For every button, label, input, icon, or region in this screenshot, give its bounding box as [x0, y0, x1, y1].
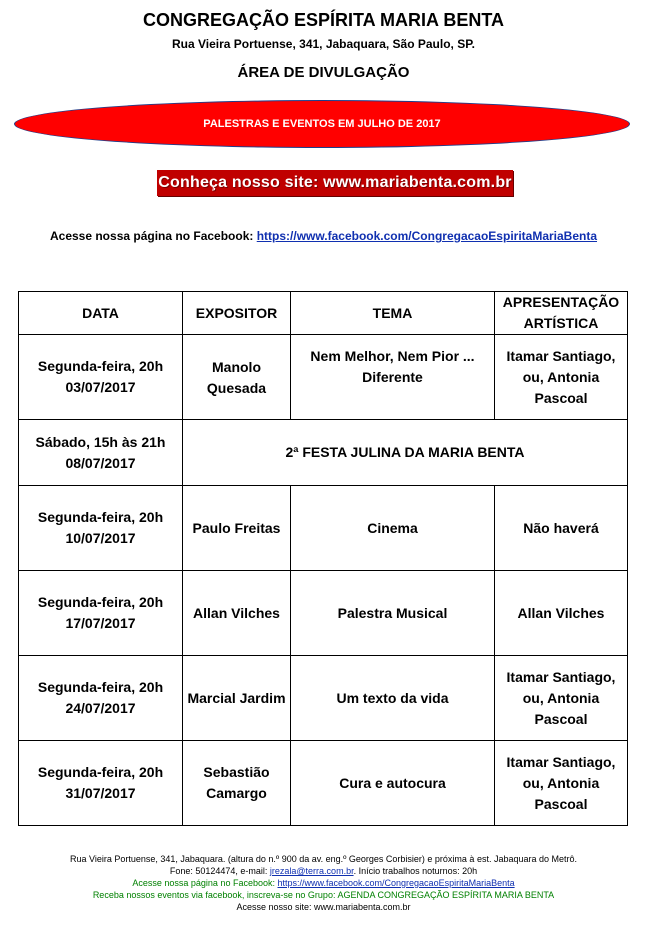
- event-cell: 2ª FESTA JULINA DA MARIA BENTA: [183, 420, 628, 486]
- events-banner: [14, 100, 630, 148]
- section-heading: ÁREA DE DIVULGAÇÃO: [237, 64, 410, 81]
- header-tema: TEMA: [291, 292, 495, 335]
- artist-line: Itamar Santiago,: [506, 348, 616, 364]
- day-text: Segunda-feira, 20h: [37, 764, 164, 780]
- artist-line: ou,: [522, 689, 544, 706]
- site-banner[interactable]: [157, 170, 513, 196]
- date-cell: [19, 420, 183, 486]
- expositor-cell: Allan Vilches: [183, 571, 291, 656]
- artist-line: Itamar Santiago,: [506, 753, 616, 770]
- date-text: 08/07/2017: [65, 454, 136, 471]
- date-cell: [19, 486, 183, 571]
- artist-line: Antonia Pascoal: [534, 369, 600, 406]
- footer: [0, 853, 647, 913]
- day-text: Segunda-feira, 20h: [37, 594, 164, 610]
- site-banner-text: Conheça nosso site: www.mariabenta.com.br: [158, 174, 512, 191]
- date-cell: [19, 571, 183, 656]
- tema-cell: Cura e autocura: [291, 741, 495, 826]
- tema-cell: Palestra Musical: [291, 571, 495, 656]
- header-apresentacao: APRESENTAÇÃO ARTÍSTICA: [495, 292, 628, 335]
- artist-cell: Allan Vilches: [495, 571, 628, 656]
- page-title: CONGREGAÇÃO ESPÍRITA MARIA BENTA: [142, 10, 504, 30]
- artist-line: Antonia Pascoal: [534, 689, 600, 727]
- table-row: [19, 486, 628, 571]
- facebook-link[interactable]: https://www.facebook.com/CongregacaoEspiritaMariaBenta: [256, 229, 598, 243]
- footer-group: Receba nossos eventos via facebook, inscreva-se no Grupo: AGENDA CONGREGAÇÃO ESPÍRITA MARIA BENTA: [92, 890, 555, 900]
- date-text: 10/07/2017: [65, 530, 136, 546]
- footer-facebook-link[interactable]: https://www.facebook.com/CongregacaoEspiritaMariaBenta: [277, 878, 515, 888]
- day-text: Sábado, 15h às 21h: [35, 433, 166, 450]
- day-text: Segunda-feira, 20h: [37, 679, 164, 695]
- footer-facebook: [0, 877, 647, 889]
- date-text: 03/07/2017: [65, 379, 136, 395]
- tema-cell: Um texto da vida: [291, 656, 495, 741]
- header-data: DATA: [19, 292, 183, 335]
- artist-line: ou,: [522, 369, 544, 385]
- table-row: [19, 335, 628, 420]
- expositor-cell: Marcial Jardim: [183, 656, 291, 741]
- date-cell: [19, 741, 183, 826]
- tema-cell: Cinema: [291, 486, 495, 571]
- events-banner-text: PALESTRAS E EVENTOS EM JULHO DE 2017: [203, 118, 441, 130]
- header-expositor: EXPOSITOR: [183, 292, 291, 335]
- footer-site: Acesse nosso site: www.mariabenta.com.br: [236, 902, 411, 912]
- expositor-cell: Paulo Freitas: [183, 486, 291, 571]
- day-text: Segunda-feira, 20h: [37, 358, 164, 374]
- artist-line: Antonia Pascoal: [534, 774, 600, 812]
- artist-line: Itamar Santiago,: [506, 668, 616, 685]
- artist-line: ou,: [522, 774, 544, 791]
- footer-hours: . Início trabalhos noturnos: 20h: [353, 866, 478, 876]
- table-row: [19, 741, 628, 826]
- date-text: 17/07/2017: [65, 615, 136, 631]
- table-row: [19, 420, 628, 486]
- artist-cell: Não haverá: [495, 486, 628, 571]
- footer-contact: [0, 865, 647, 877]
- tema-line: Nem Melhor, Nem Pior: [310, 348, 460, 364]
- footer-email-link[interactable]: jrezala@terra.com.br: [269, 866, 354, 876]
- date-cell: [19, 335, 183, 420]
- artist-cell: [495, 656, 628, 741]
- artist-cell: [495, 335, 628, 420]
- address-line: Rua Vieira Portuense, 341, Jabaquara, São Paulo, SP.: [171, 37, 476, 51]
- footer-phone: Fone: 50124474, e-mail:: [169, 866, 270, 876]
- expositor-cell: Sebastião Camargo: [183, 741, 291, 826]
- events-table: [18, 291, 628, 826]
- table-row: [19, 571, 628, 656]
- date-text: 24/07/2017: [65, 700, 136, 716]
- date-text: 31/07/2017: [65, 785, 136, 801]
- tema-line: Diferente: [362, 369, 423, 385]
- table-header-row: [19, 292, 628, 335]
- date-cell: [19, 656, 183, 741]
- expositor-cell: Manolo Quesada: [183, 335, 291, 420]
- day-text: Segunda-feira, 20h: [37, 509, 164, 525]
- table-row: [19, 656, 628, 741]
- artist-cell: [495, 741, 628, 826]
- facebook-line: [0, 229, 647, 243]
- tema-line: ...: [462, 348, 475, 364]
- footer-facebook-label: Acesse nossa página no Facebook:: [132, 878, 278, 888]
- footer-address: Rua Vieira Portuense, 341, Jabaquara. (altura do n.º 900 da av. eng.º Georges Corbisier) e próxima à est. Jabaquara do Metrô.: [69, 854, 578, 864]
- tema-cell: [291, 335, 495, 420]
- facebook-label: Acesse nossa página no Facebook:: [49, 229, 257, 243]
